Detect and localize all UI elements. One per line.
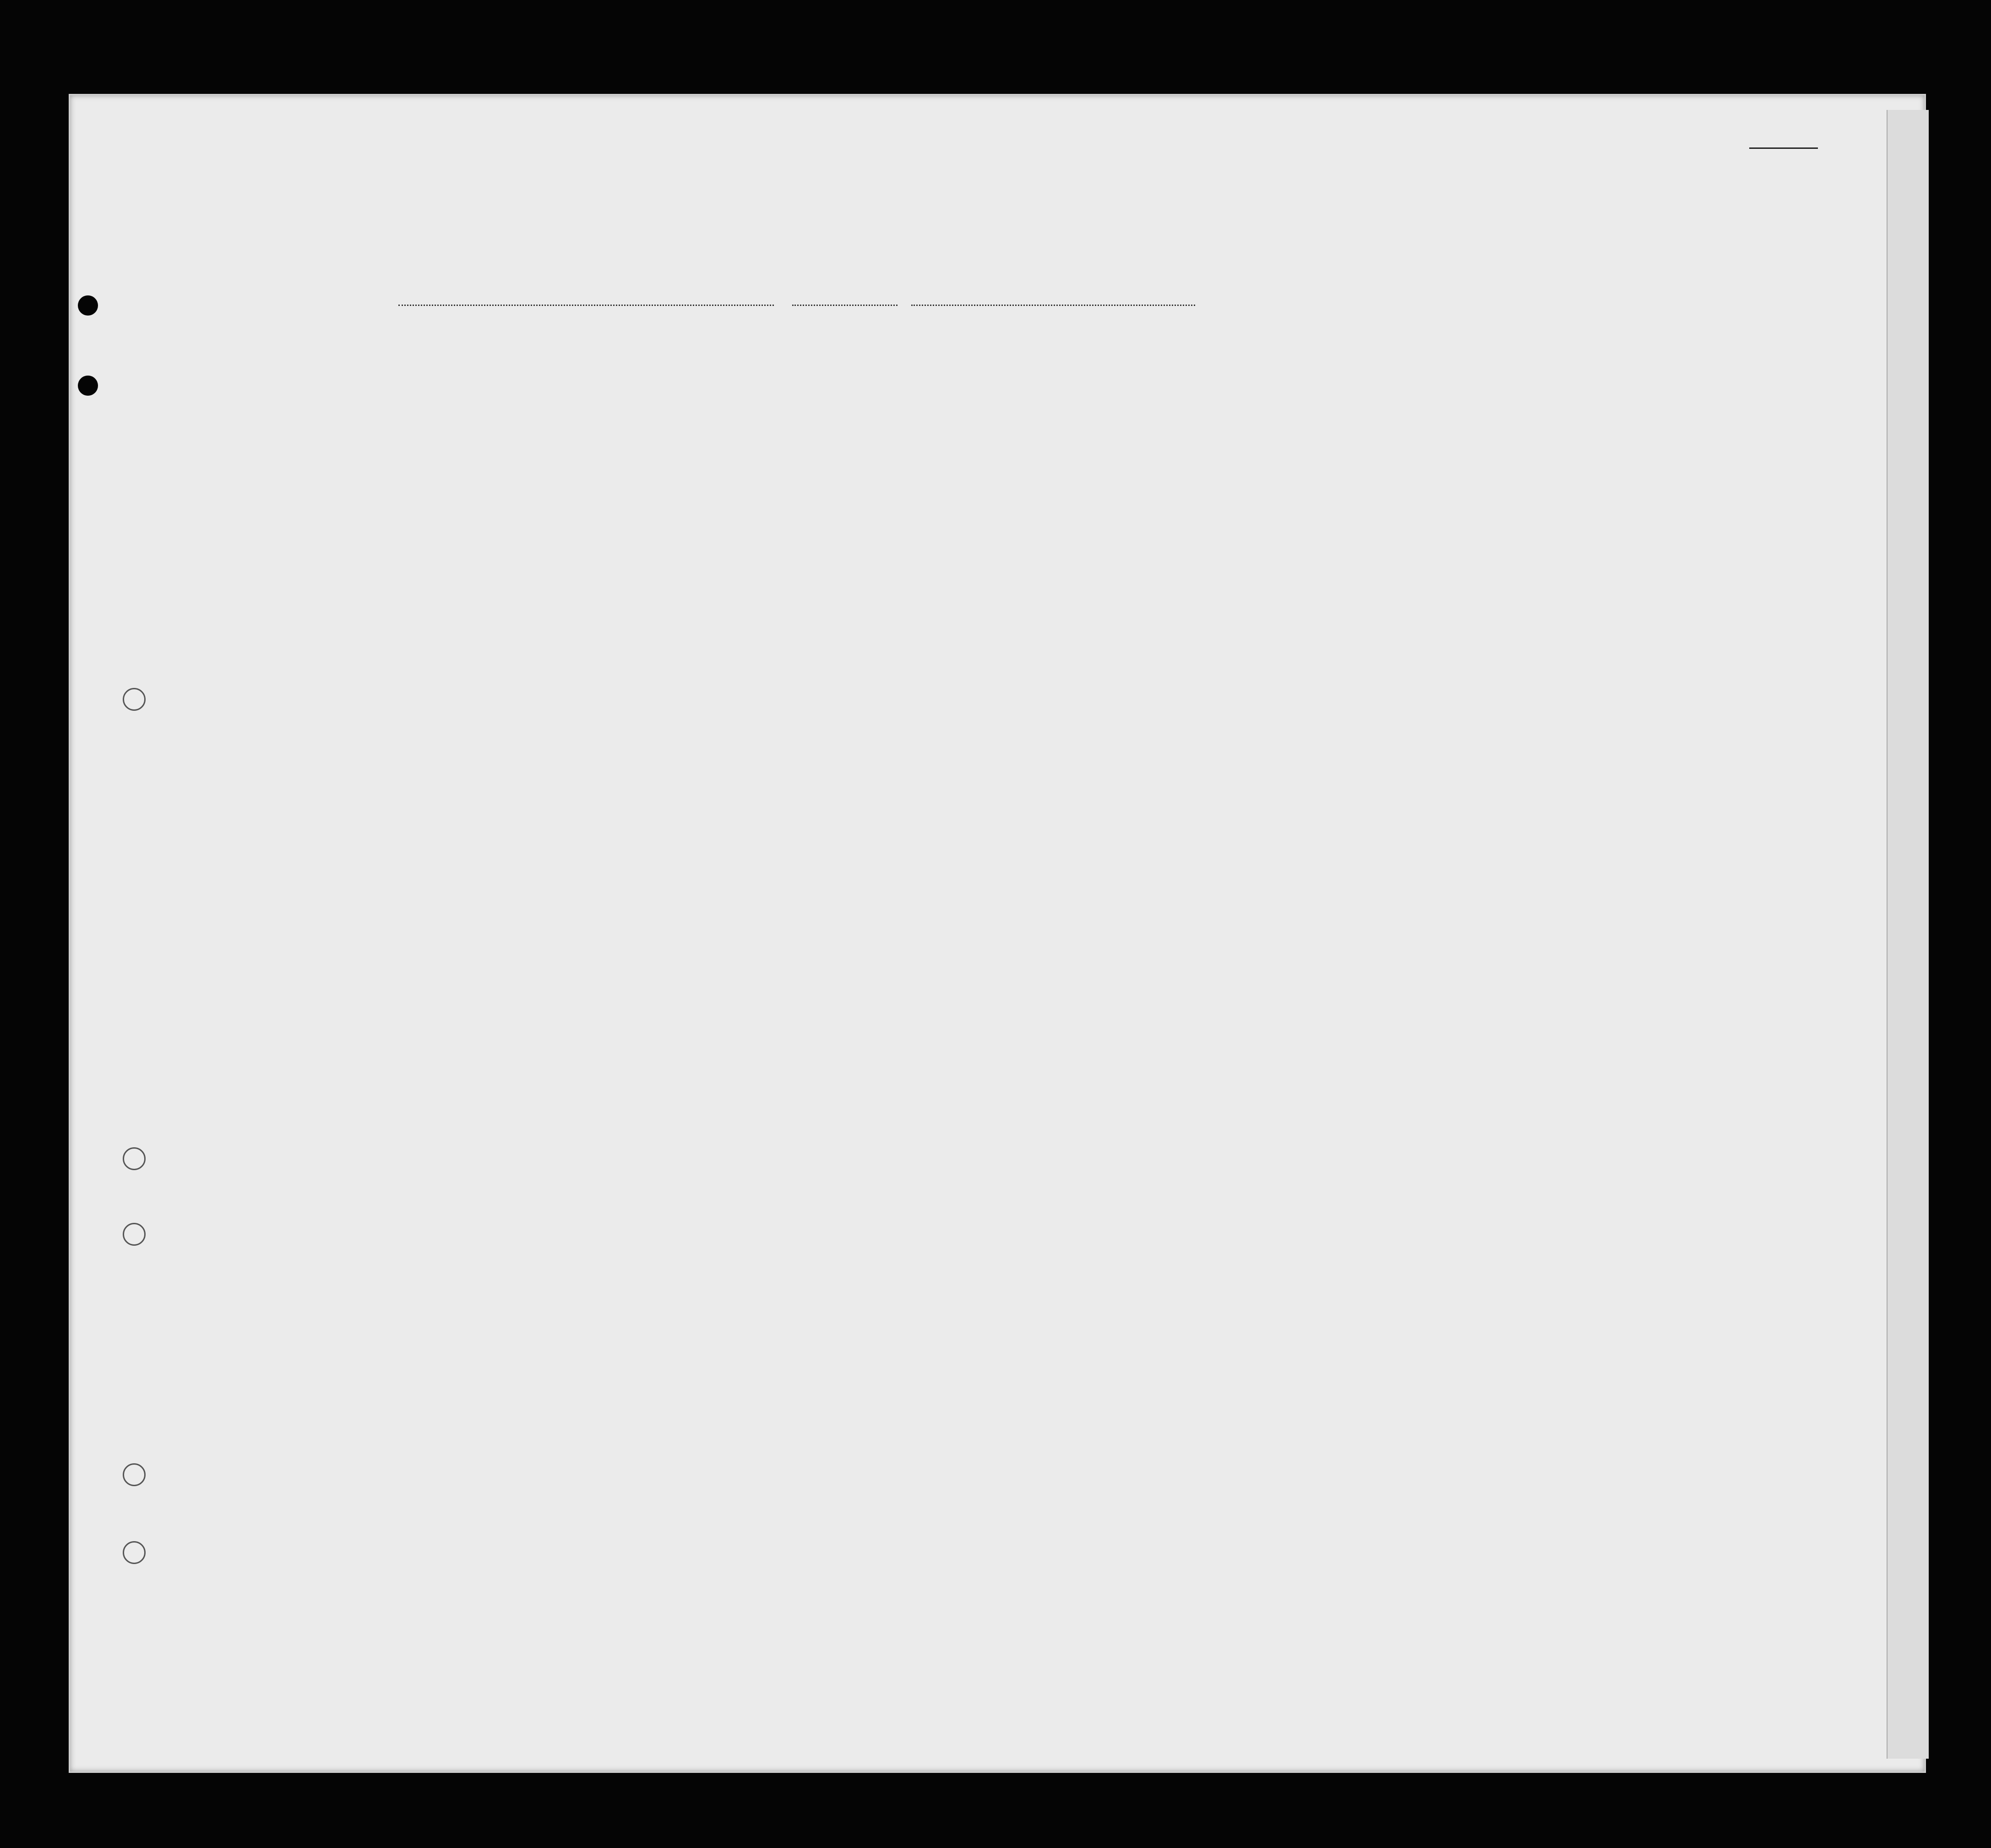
header-anarchist [1335, 362, 1353, 481]
header-purpose-citizen [1250, 376, 1275, 481]
header-feet [1605, 451, 1623, 479]
header-purpose-length [1191, 376, 1218, 481]
header-polygamist [1311, 362, 1327, 481]
header-prison [1282, 362, 1305, 481]
header-inches [1626, 447, 1644, 479]
header-deported [1458, 362, 1488, 481]
header-question-28 [1362, 362, 1408, 481]
header-ticket [627, 353, 655, 476]
header-purpose-return [1145, 376, 1172, 481]
header-labor-offer [1417, 362, 1449, 481]
header-fifty-dollars [745, 353, 771, 476]
